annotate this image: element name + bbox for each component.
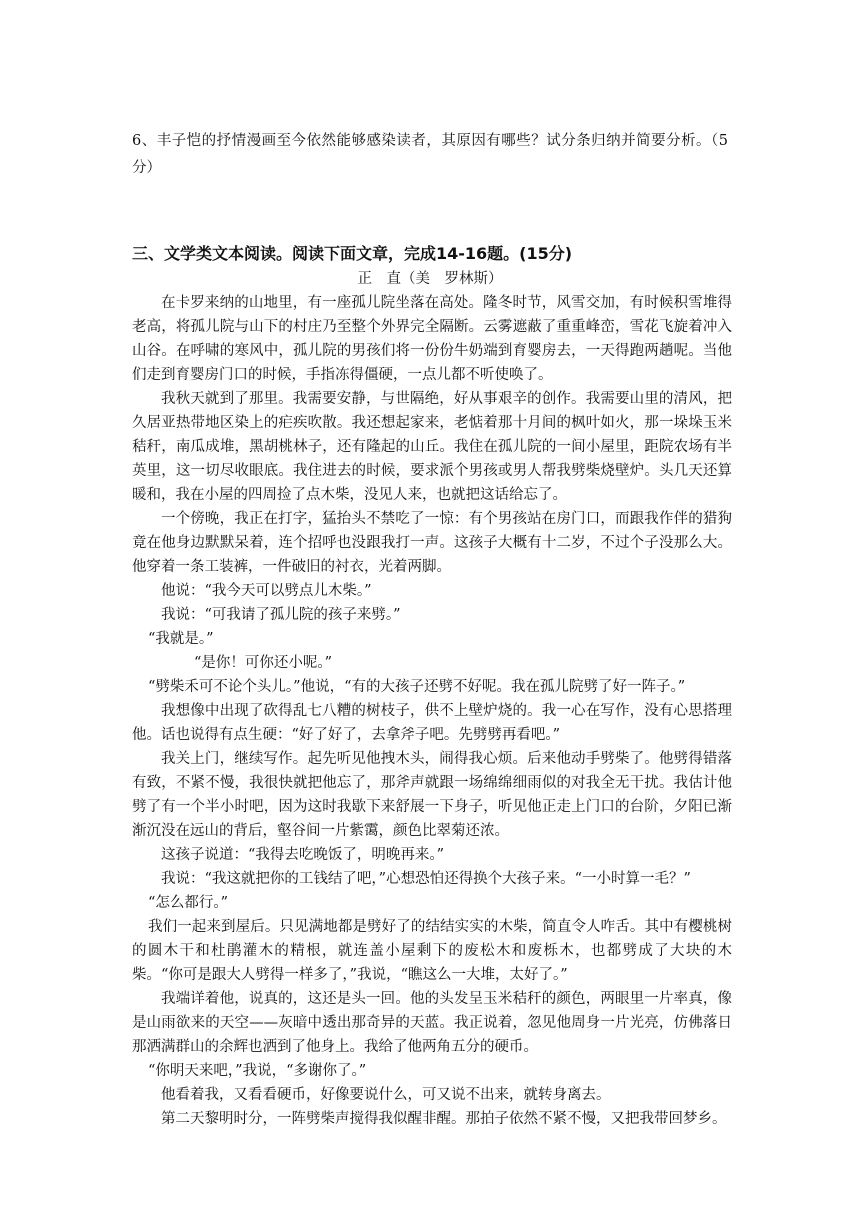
story-paragraph: 我端详着他，说真的，这还是头一回。他的头发呈玉米秸秆的颜色，两眼里一片率真，像是山雨欲来的天空——灰暗中透出那奇异的天蓝。我正说着，忽见他周身一片光亮，仿佛落日那洒满群山的余辉也洒到了他身上。我给了他两角五分的硬币。 bbox=[132, 991, 732, 1055]
story-paragraph: 我说：“我这就把你的工钱结了吧，”心想恐怕还得换个大孩子来。“一小时算一毛？” bbox=[161, 871, 691, 887]
story-paragraph: “劈柴禾可不论个头儿。”他说，“有的大孩子还劈不好呢。我在孤儿院劈了好一阵子。” bbox=[148, 679, 686, 695]
story-body bbox=[132, 291, 732, 1131]
story-paragraph: 我说：“可我请了孤儿院的孩子来劈。” bbox=[161, 607, 401, 623]
story-paragraph: 在卡罗来纳的山地里，有一座孤儿院坐落在高处。隆冬时节，风雪交加，有时候积雪堆得老高，将孤儿院与山下的村庄乃至整个外界完全隔断。云雾遮蔽了重重峰峦，雪花飞旋着冲入山谷。在呼啸的寒风中，孤儿院的男孩们将一份份牛奶端到育婴房去，一天得跑两趟呢。当他们走到育婴房门口的时候，手指冻得僵硬，一点儿都不听使唤了。 bbox=[132, 295, 732, 383]
story-paragraph: 这孩子说道：“我得去吃晚饭了，明晚再来。” bbox=[161, 847, 445, 863]
story-paragraph: 我秋天就到了那里。我需要安静，与世隔绝，好从事艰辛的创作。我需要山里的清风，把久居亚热带地区染上的疟疾吹散。我还想起家来，老惦着那十月间的枫叶如火，那一垛垛玉米秸秆，南瓜成堆，黑胡桃林子，还有隆起的山丘。我住在孤儿院的一间小屋里，距院农场有半英里，这一切尽收眼底。我住进去的时候，要求派个男孩或男人帮我劈柴烧壁炉。头几天还算暖和，我在小屋的四周捡了点木柴，没见人来，也就把这话给忘了。 bbox=[132, 391, 732, 503]
question-6: 6、丰子恺的抒情漫画至今依然能够感染读者，其原因有哪些？试分条归纳并简要分析。（5分） bbox=[132, 133, 728, 176]
story-paragraph: 他看着我，又看看硬币，好像要说什么，可又说不出来，就转身离去。 bbox=[161, 1087, 611, 1103]
story-paragraph: 他说：“我今天可以劈点儿木柴。” bbox=[161, 583, 372, 599]
section-title: 三、文学类文本阅读。阅读下面文章，完成14-16题。(15分) bbox=[132, 244, 573, 263]
story-paragraph: “是你！可你还小呢。” bbox=[194, 655, 333, 671]
story-paragraph: “怎么都行。” bbox=[148, 895, 229, 911]
story-paragraph: “你明天来吧，”我说，“多谢你了。” bbox=[148, 1063, 367, 1079]
story-paragraph: 一个傍晚，我正在打字，猛抬头不禁吃了一惊：有个男孩站在房门口，而跟我作伴的猎狗竟在他身边默默呆着，连个招呼也没跟我打一声。这孩子大概有十二岁，不过个子没那么大。他穿着一条工装裤，一件破旧的衬衣，光着两脚。 bbox=[132, 511, 732, 575]
story-paragraph: 第二天黎明时分，一阵劈柴声搅得我似醒非醒。那拍子依然不紧不慢，又把我带回梦乡。 bbox=[161, 1111, 727, 1127]
story-paragraph: 我想像中出现了砍得乱七八糟的树枝子，供不上壁炉烧的。我一心在写作，没有心思搭理他。话也说得有点生硬：“好了好了，去拿斧子吧。先劈劈再看吧。” bbox=[132, 703, 732, 743]
story-paragraph: 我关上门，继续写作。起先听见他拽木头，闹得我心烦。后来他动手劈柴了。他劈得错落有致，不紧不慢，我很快就把他忘了，那斧声就跟一场绵绵细雨似的对我全无干扰。我估计他劈了有一个半小时吧，因为这时我歇下来舒展一下身子，听见他正走上门口的台阶，夕阳已渐渐沉没在远山的背后，壑谷间一片紫霭，颜色比翠菊还浓。 bbox=[132, 751, 732, 839]
story-paragraph: 我们一起来到屋后。只见满地都是劈好了的结结实实的木柴，简直令人咋舌。其中有樱桃树的圆木干和杜鹃灌木的精根，就连盖小屋剩下的废松木和废栎木，也都劈成了大块的木柴。“你可是跟大人劈得一样多了，”我说，“瞧这么一大堆，太好了。” bbox=[132, 919, 732, 983]
story-paragraph: “我就是。” bbox=[148, 631, 214, 647]
story-title: 正 直（美 罗林斯） bbox=[357, 271, 503, 287]
